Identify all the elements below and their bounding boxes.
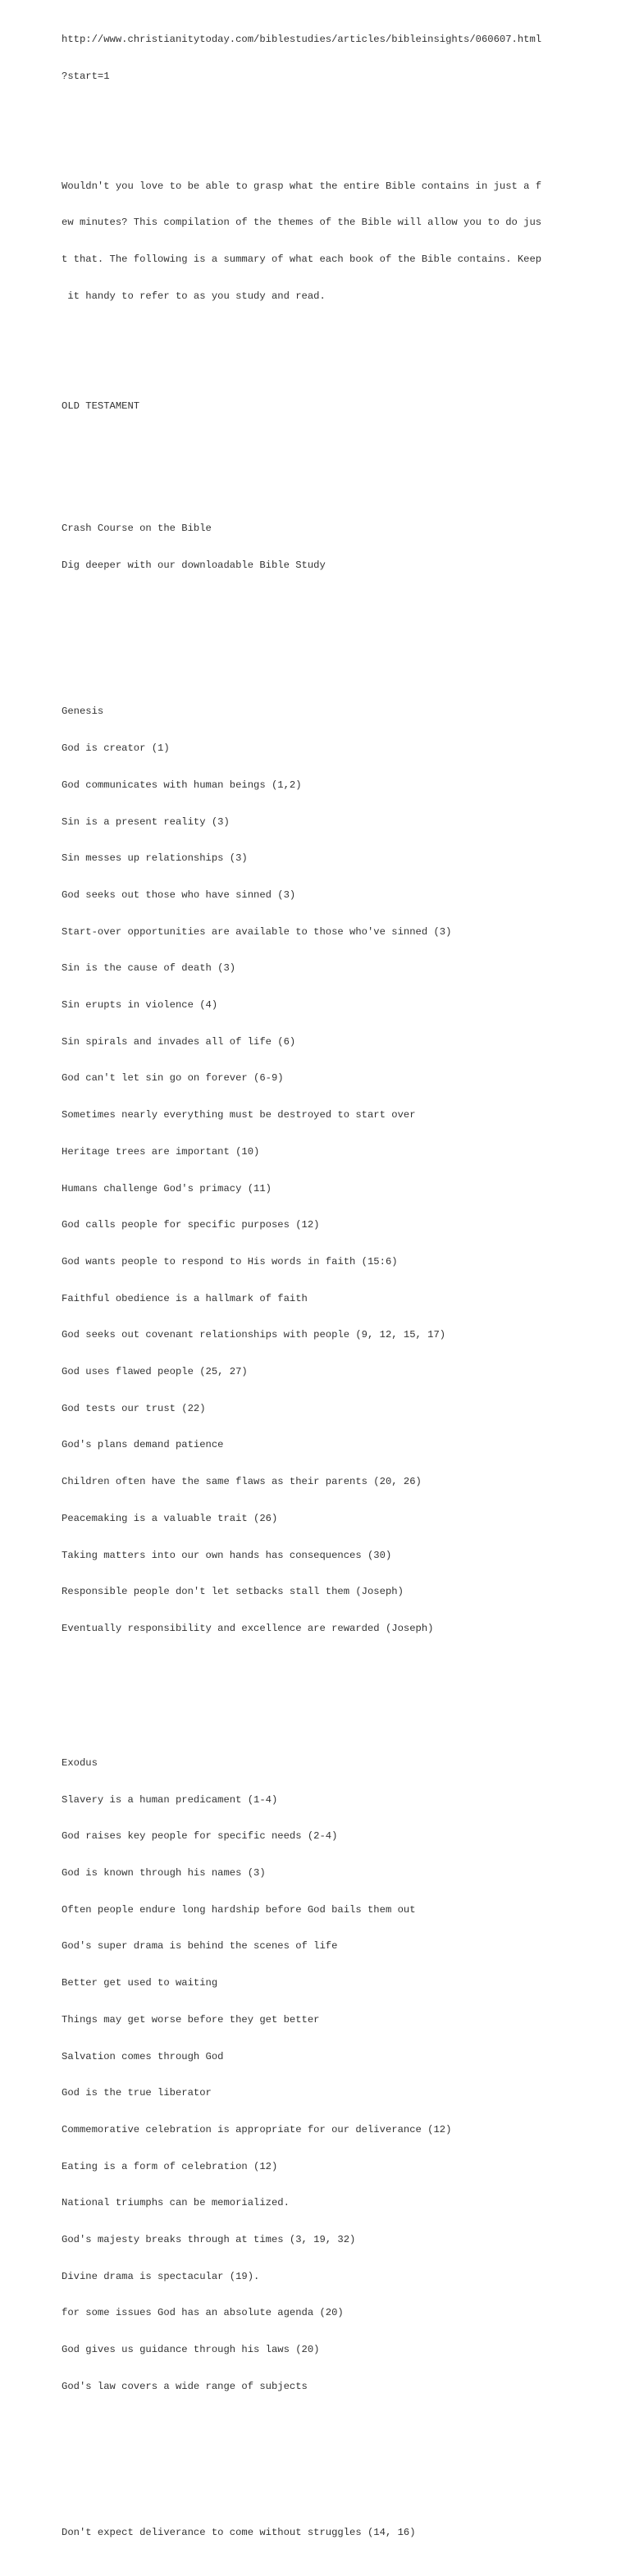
theme-line: God is creator (1) — [62, 742, 170, 755]
book-genesis — [62, 682, 554, 1660]
theme-line: Things may get worse before they get better — [62, 2013, 320, 2026]
theme-line: Eventually responsibility and excellence are rewarded (Joseph) — [62, 1623, 434, 1634]
section-heading: OLD TESTAMENT — [62, 400, 140, 412]
theme-line: God's plans demand patience — [62, 1439, 224, 1451]
theme-line: God is known through his names (3) — [62, 1867, 266, 1879]
theme-line: Heritage trees are important (10) — [62, 1145, 260, 1158]
theme-line: God seeks out those who have sinned (3) — [62, 888, 296, 901]
theme-line: Peacemaking is a valuable trait (26) — [62, 1512, 278, 1524]
theme-line: God's majesty breaks through at times (3, 19, 32) — [62, 2234, 356, 2246]
intro-line: it handy to refer to as you study and read. — [62, 290, 326, 302]
source-url-line-1[interactable]: http://www.christianitytoday.com/biblestudies/articles/bibleinsights/060607.html — [62, 33, 542, 45]
theme-line: God's law covers a wide range of subjects — [62, 2380, 308, 2392]
theme-line: Divine drama is spectacular (19). — [62, 2270, 260, 2282]
intro-line: t that. The following is a summary of what each book of the Bible contains. Keep — [62, 253, 542, 266]
theme-line: God wants people to respond to His words in faith (15:6) — [62, 1255, 398, 1267]
theme-line: God gives us guidance through his laws (20) — [62, 2344, 320, 2356]
theme-line: Don't expect deliverance to come without struggles (14, 16) — [62, 2527, 416, 2539]
theme-line: God calls people for specific purposes (12) — [62, 1219, 320, 1231]
theme-line: God can't let sin go on forever (6-9) — [62, 1072, 284, 1085]
theme-line: Sin erupts in violence (4) — [62, 999, 218, 1012]
theme-line: Humans challenge God's primacy (11) — [62, 1182, 272, 1194]
theme-line: God raises key people for specific needs (2-4) — [62, 1830, 338, 1843]
document-page — [62, 9, 554, 2576]
theme-line: God uses flawed people (25, 27) — [62, 1366, 248, 1378]
theme-line: for some issues God has an absolute agenda (20) — [62, 2307, 344, 2319]
theme-line: Sometimes nearly everything must be destroyed to start over — [62, 1109, 416, 1121]
theme-line: National triumphs can be memorialized. — [62, 2197, 290, 2209]
theme-line: God tests our trust (22) — [62, 1402, 206, 1414]
theme-line: Often people endure long hardship before God bails them out — [62, 1903, 416, 1916]
theme-line: Salvation comes through God — [62, 2050, 224, 2062]
book-title: Genesis — [62, 706, 104, 718]
theme-line: God's super drama is behind the scenes of life — [62, 1940, 338, 1953]
intro-line: Wouldn't you love to be able to grasp what the entire Bible contains in just a f — [62, 180, 542, 192]
theme-line: Commemorative celebration is appropriate for our deliverance (12) — [62, 2123, 452, 2135]
theme-line: Slavery is a human predicament (1-4) — [62, 1793, 278, 1806]
theme-line: God is the true liberator — [62, 2087, 212, 2099]
theme-line: Sin is the cause of death (3) — [62, 962, 236, 975]
theme-line: Sin spirals and invades all of life (6) — [62, 1035, 296, 1048]
theme-line: Eating is a form of celebration (12) — [62, 2160, 278, 2172]
theme-line: Taking matters into our own hands has consequences (30) — [62, 1549, 392, 1561]
theme-line: God seeks out covenant relationships with people (9, 12, 15, 17) — [62, 1329, 446, 1341]
source-url-line-2[interactable]: ?start=1 — [62, 70, 110, 82]
book-exodus — [62, 1733, 554, 2564]
theme-line: Better get used to waiting — [62, 1977, 218, 1989]
promo-subtitle-link[interactable]: Dig deeper with our downloadable Bible Study — [62, 559, 326, 571]
theme-line: Responsible people don't let setbacks stall them (Joseph) — [62, 1586, 404, 1598]
theme-line: Start-over opportunities are available to those who've sinned (3) — [62, 925, 452, 938]
intro-line: ew minutes? This compilation of the themes of the Bible will allow you to do jus — [62, 217, 542, 229]
theme-line: God communicates with human beings (1,2) — [62, 779, 302, 791]
intro-paragraph — [62, 156, 554, 327]
promo-title-link[interactable]: Crash Course on the Bible — [62, 522, 212, 534]
theme-line: Faithful obedience is a hallmark of faith — [62, 1292, 308, 1304]
book-title: Exodus — [62, 1756, 98, 1769]
theme-line: Children often have the same flaws as their parents (20, 26) — [62, 1476, 422, 1488]
theme-line: Sin messes up relationships (3) — [62, 852, 248, 865]
theme-line: Sin is a present reality (3) — [62, 815, 230, 828]
